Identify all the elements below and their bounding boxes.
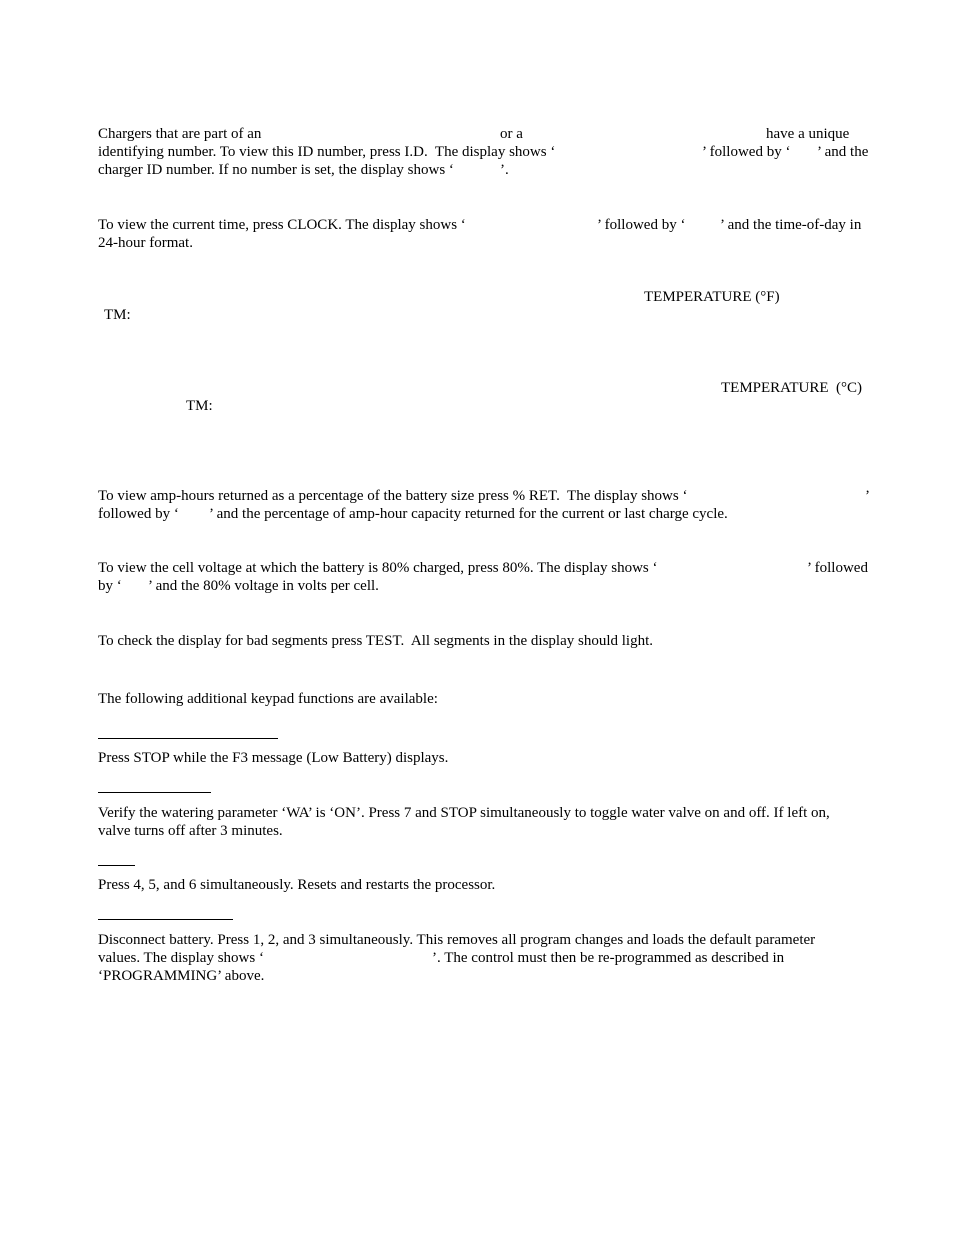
v80-line1-start: To view the cell voltage at which the battery is 80% charged, press 80%. The display shows ‘ (98, 560, 658, 576)
id-line2-start: identifying number. To view this ID number, press I.D. The display shows ‘ (98, 144, 556, 160)
clock-line1-mid: ’ followed by ‘ (597, 217, 686, 233)
temperature-f-tm: TM: (104, 307, 131, 323)
function-4-line3: ‘PROGRAMMING’ above. (98, 968, 265, 984)
id-line3-start: charger ID number. If no number is set, the display shows ‘ (98, 162, 454, 178)
function-2-line2: valve turns off after 3 minutes. (98, 823, 283, 839)
function-2-line1: Verify the watering parameter ‘WA’ is ‘ON’. Press 7 and STOP simultaneously to toggle water valve on and off. If left on, (98, 805, 830, 821)
test-line1: To check the display for bad segments press TEST. All segments in the display should light. (98, 633, 653, 649)
temperature-c-tm: TM: (186, 398, 213, 414)
function-4-line1: Disconnect battery. Press 1, 2, and 3 simultaneously. This removes all program changes and loads the default parameter (98, 932, 816, 948)
v80-line2-end: ’ and the 80% voltage in volts per cell. (148, 578, 379, 594)
id-line2-mid: ’ followed by ‘ (702, 144, 791, 160)
clock-line1-start: To view the current time, press CLOCK. The display shows ‘ (98, 217, 466, 233)
id-line1-mid: or a (500, 126, 523, 142)
heading-underline-4 (98, 919, 233, 920)
v80-line1-end: ’ followed (807, 560, 868, 576)
heading-underline-3 (98, 865, 135, 866)
function-4-line2-end: ’. The control must then be re-programmed as described in (432, 950, 785, 966)
id-line1-start: Chargers that are part of an (98, 126, 262, 142)
heading-underline-2 (98, 792, 211, 793)
id-line2-end: ’ and the (817, 144, 869, 160)
heading-underline-1 (98, 738, 278, 739)
additional-intro: The following additional keypad functions are available: (98, 691, 438, 707)
id-line1-end: have a unique (766, 126, 850, 142)
function-3-text: Press 4, 5, and 6 simultaneously. Resets and restarts the processor. (98, 877, 496, 893)
clock-line1-end: ’ and the time-of-day in (720, 217, 862, 233)
ret-line1-start: To view amp-hours returned as a percentage of the battery size press % RET. The display shows ‘ (98, 488, 688, 504)
temperature-f-key: TEMPERATURE (°F) (644, 289, 780, 305)
temperature-c-key: TEMPERATURE (°C) (721, 380, 862, 396)
ret-line2-start: followed by ‘ (98, 506, 179, 522)
id-line3-end: ’. (500, 162, 509, 178)
ret-line2-end: ’ and the percentage of amp-hour capacity returned for the current or last charge cycle. (209, 506, 728, 522)
clock-line2: 24-hour format. (98, 235, 193, 251)
v80-line2-start: by ‘ (98, 578, 122, 594)
ret-line1-end: ’ (865, 488, 870, 504)
function-1-text: Press STOP while the F3 message (Low Battery) displays. (98, 750, 449, 766)
function-4-line2-start: values. The display shows ‘ (98, 950, 264, 966)
